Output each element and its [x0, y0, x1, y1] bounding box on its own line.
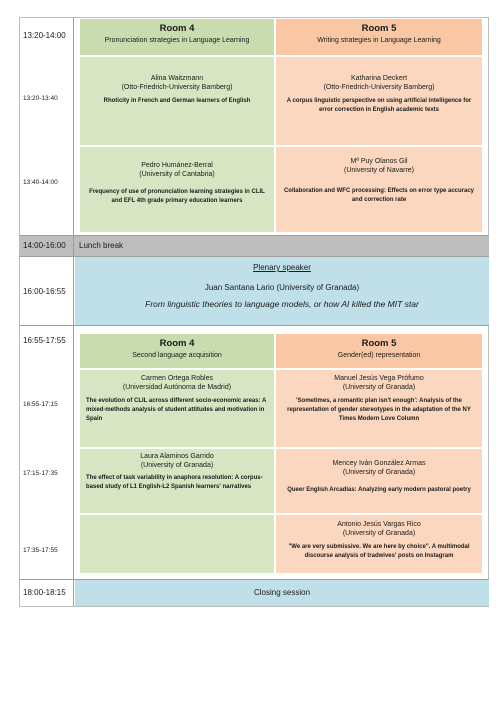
talk-cell	[275, 448, 483, 514]
speaker-affiliation: (University of Cantabria)	[139, 171, 215, 178]
speaker-name: Mª Puy Olanos Gil	[350, 158, 408, 165]
room4-header	[79, 18, 275, 56]
room-subtitle: Writing strategies in Language Learning	[317, 37, 441, 44]
speaker-name: Pedro Humánez-Berral	[141, 162, 213, 169]
speaker-affiliation: (University of Navarre)	[343, 167, 414, 174]
block-time: 13:20-14:00	[23, 31, 66, 40]
plenary-row	[19, 256, 489, 325]
plenary-speaker: Juan Santana Lario (University of Granada)	[204, 283, 360, 292]
time-column	[19, 580, 74, 606]
talk-cell	[79, 369, 275, 448]
talk-title: The evolution of CLIL across different socio-economic areas: A mixed-methods analysis of student attitudes and motivation in Spain	[86, 398, 267, 422]
speaker-affiliation: (University of Granada)	[140, 462, 214, 469]
talk-cell	[79, 56, 275, 146]
room5-header	[275, 18, 483, 56]
talk-cell	[275, 369, 483, 448]
slot-time: 13:40-14:00	[23, 179, 58, 186]
speaker-affiliation: (Universidad Autónoma de Madrid)	[122, 384, 232, 391]
talk-cell	[275, 146, 483, 233]
slot-time: 16:55-17:15	[23, 401, 58, 408]
talk-cell	[275, 514, 483, 574]
talk-title: Collaboration and WFC processing: Effects on error type accuracy and correction rate	[283, 188, 475, 203]
room-title: Room 4	[159, 338, 195, 349]
speaker-affiliation: (University of Granada)	[342, 530, 416, 537]
room-subtitle: Second language acquisition	[132, 352, 222, 359]
room-title: Room 5	[361, 23, 397, 34]
speaker-name: Antonio Jesús Vargas Rico	[337, 521, 421, 528]
lunch-label: Lunch break	[79, 241, 124, 250]
empty-cell	[79, 514, 275, 574]
slot-time: 17:35-17:55	[23, 547, 58, 554]
closing-time: 18:00-18:15	[23, 588, 66, 597]
plenary-title: From linguistic theories to language models, or how AI killed the MIT star	[145, 299, 419, 309]
room-subtitle: Pronunciation strategies in Language Learning	[104, 37, 250, 44]
closing-label: Closing session	[253, 588, 311, 597]
room-title: Room 5	[361, 338, 397, 349]
speaker-affiliation: (University of Granada)	[342, 469, 416, 476]
room4-header	[79, 333, 275, 369]
room-title: Room 4	[159, 23, 195, 34]
speaker-name: Carmen Ortega Robles	[141, 375, 213, 382]
plenary-heading: Plenary speaker	[253, 263, 311, 272]
session-block-2	[19, 325, 489, 579]
time-column	[19, 257, 74, 325]
talk-title: A corpus linguistic perspective on using artificial intelligence for error correction in English academic texts	[286, 98, 472, 113]
speaker-affiliation: (University of Granada)	[342, 384, 416, 391]
talk-title: The effect of task variability in anaphora resolution: A corpus-based study of L1 English-L2 Spanish learners' narratives	[86, 475, 263, 490]
plenary-cell	[75, 257, 489, 325]
talk-title: Frequency of use of pronunciation learning strategies in CLIL and EFL 4th grade primary education learners	[89, 189, 265, 204]
talk-cell	[275, 56, 483, 146]
talk-title: Rhoticity in French and German learners of English	[103, 98, 251, 104]
room-subtitle: Gender(ed) representation	[337, 352, 421, 359]
speaker-name: Manuel Jesús Vega Prófumo	[334, 375, 424, 382]
talk-title: 'Sometimes, a romantic plan isn't enough': Analysis of the representation of gender stereotypes in the adaptation of the NY Times Modern Love Column	[287, 398, 471, 422]
closing-cell	[75, 580, 489, 606]
talk-title: "We are very submissive. We are here by choice". A multimodal discourse analysis of tradwives' posts on Instagram	[288, 544, 470, 559]
room5-header	[275, 333, 483, 369]
speaker-name: Alina Waitzmann	[150, 75, 204, 82]
time-column	[19, 236, 74, 256]
speaker-name: Laura Alaminos Garrido	[140, 453, 214, 460]
plenary-time: 16:00-16:55	[23, 287, 66, 296]
block-time: 16:55-17:55	[23, 336, 66, 345]
speaker-name: Katharina Deckert	[350, 75, 408, 82]
closing-row	[19, 579, 489, 606]
talk-cell	[79, 146, 275, 233]
session-block-1	[19, 17, 489, 235]
lunch-time: 14:00-16:00	[23, 241, 66, 250]
lunch-row	[19, 235, 489, 256]
slot-time: 13:20-13:40	[23, 95, 58, 102]
time-column	[19, 17, 74, 235]
slot-time: 17:15-17:35	[23, 470, 58, 477]
talk-cell	[79, 448, 275, 514]
talk-title: Queer English Arcadias: Analyzing early modern pastoral poetry	[287, 487, 471, 493]
time-column	[19, 326, 74, 579]
speaker-affiliation: (Otto-Friedrich-University Bamberg)	[121, 84, 233, 91]
speaker-affiliation: (Otto-Friedrich-University Bamberg)	[323, 84, 435, 91]
speaker-name: Mencey Iván González Armas	[332, 460, 426, 467]
